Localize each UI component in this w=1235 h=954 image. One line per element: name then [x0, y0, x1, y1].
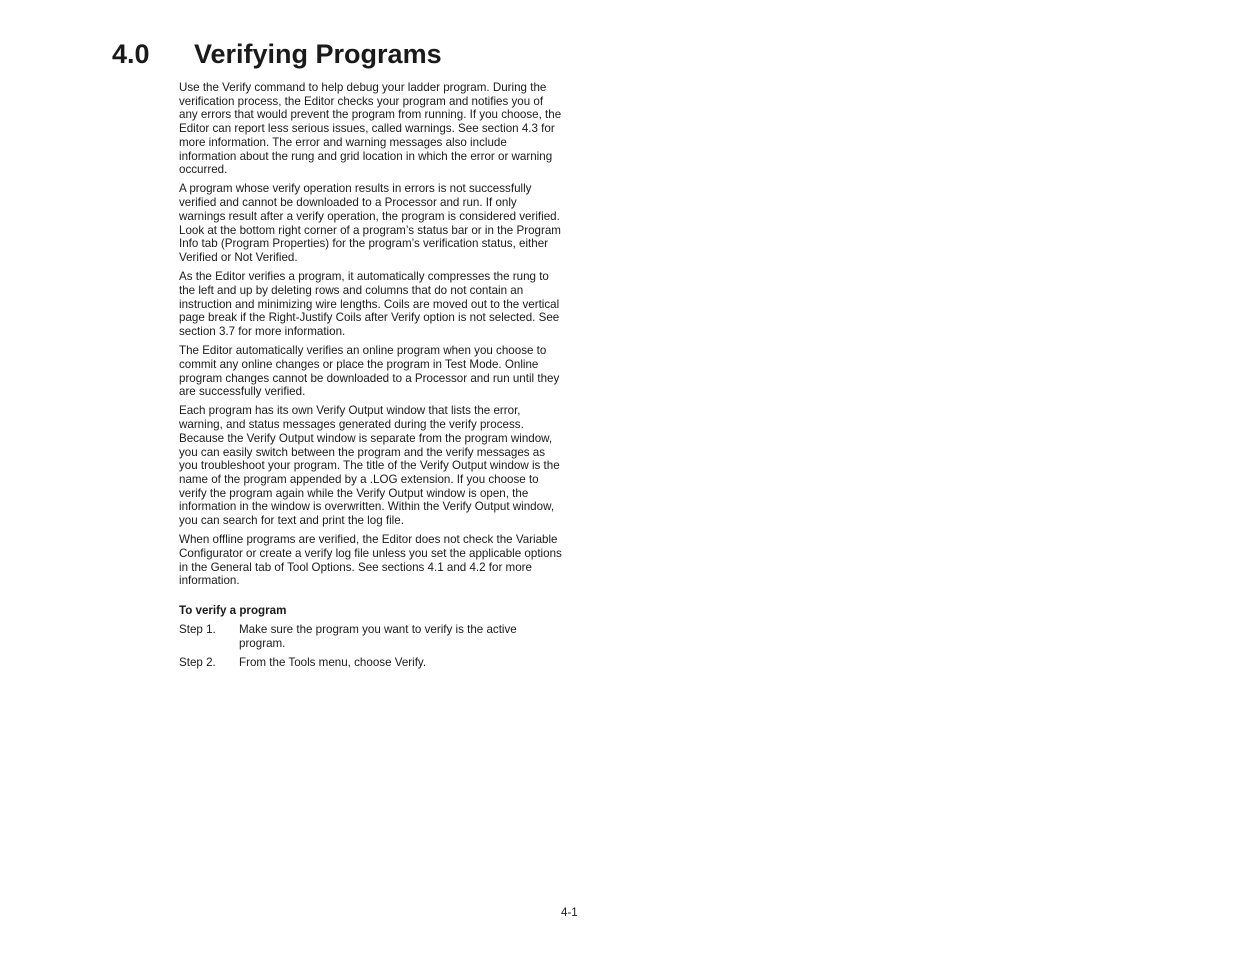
paragraph-verification-status: A program whose verify operation results in errors is not successfully verified and cannot be downloaded to a Processor and run. If only warnings result after a verify operation, the program is considered verified. Look at the bottom right corner of a program’s status bar or in the Program Info tab (Program Properties) for the program’s verification status, either Verified or Not Verified.	[179, 182, 561, 264]
paragraph-rung-compression: As the Editor verifies a program, it automatically compresses the rung to the left and up by deleting rows and columns that do not contain an instruction and minimizing wire lengths. Coils are moved out to the vertical page break if the Right-Justify Coils after Verify option is not selected. See section 3.7 for more information.	[179, 270, 560, 338]
step-label: Step 1.	[179, 622, 216, 636]
paragraph-online-verification: The Editor automatically verifies an online program when you choose to commit any online changes or place the program in Test Mode. Online program changes cannot be downloaded to a Processor and run until they are successfully verified.	[179, 344, 560, 399]
procedure-title: To verify a program	[179, 604, 287, 618]
section-title: Verifying Programs	[194, 39, 442, 69]
step-text: From the Tools menu, choose Verify.	[239, 656, 427, 670]
paragraph-verify-command: Use the Verify command to help debug your ladder program. During the verification process, the Editor checks your program and notifies you of any errors that would prevent the program from running. If you choose, the Editor can report less serious issues, called warnings. See section 4.3 for more information. The error and warning messages also include information about the rung and grid location in which the error or warning occurred.	[179, 81, 562, 177]
step-label: Step 2.	[179, 656, 216, 670]
body-text-column	[179, 81, 563, 676]
procedure-step	[179, 656, 563, 670]
paragraph-verify-output-window: Each program has its own Verify Output window that lists the error, warning, and status messages generated during the verify process. Because the Verify Output window is separate from the program window, you can easily switch between the program and the verify messages as you troubleshoot your program. The title of the Verify Output window is the name of the program appended by a .LOG extension. If you choose to verify the program again while the Verify Output window is open, the information in the window is overwritten. Within the Verify Output window, you can search for text and print the log file.	[179, 404, 560, 528]
section-number: 4.0	[112, 39, 150, 69]
page-number: 4-1	[561, 906, 578, 919]
paragraph-offline-programs: When offline programs are verified, the Editor does not check the Variable Configurator or create a verify log file unless you set the applicable options in the General tab of Tool Options. See sections 4.1 and 4.2 for more information.	[179, 533, 562, 588]
procedure-step	[179, 623, 563, 650]
section-heading	[112, 36, 442, 72]
step-text: Make sure the program you want to verify is the active program.	[239, 622, 517, 650]
